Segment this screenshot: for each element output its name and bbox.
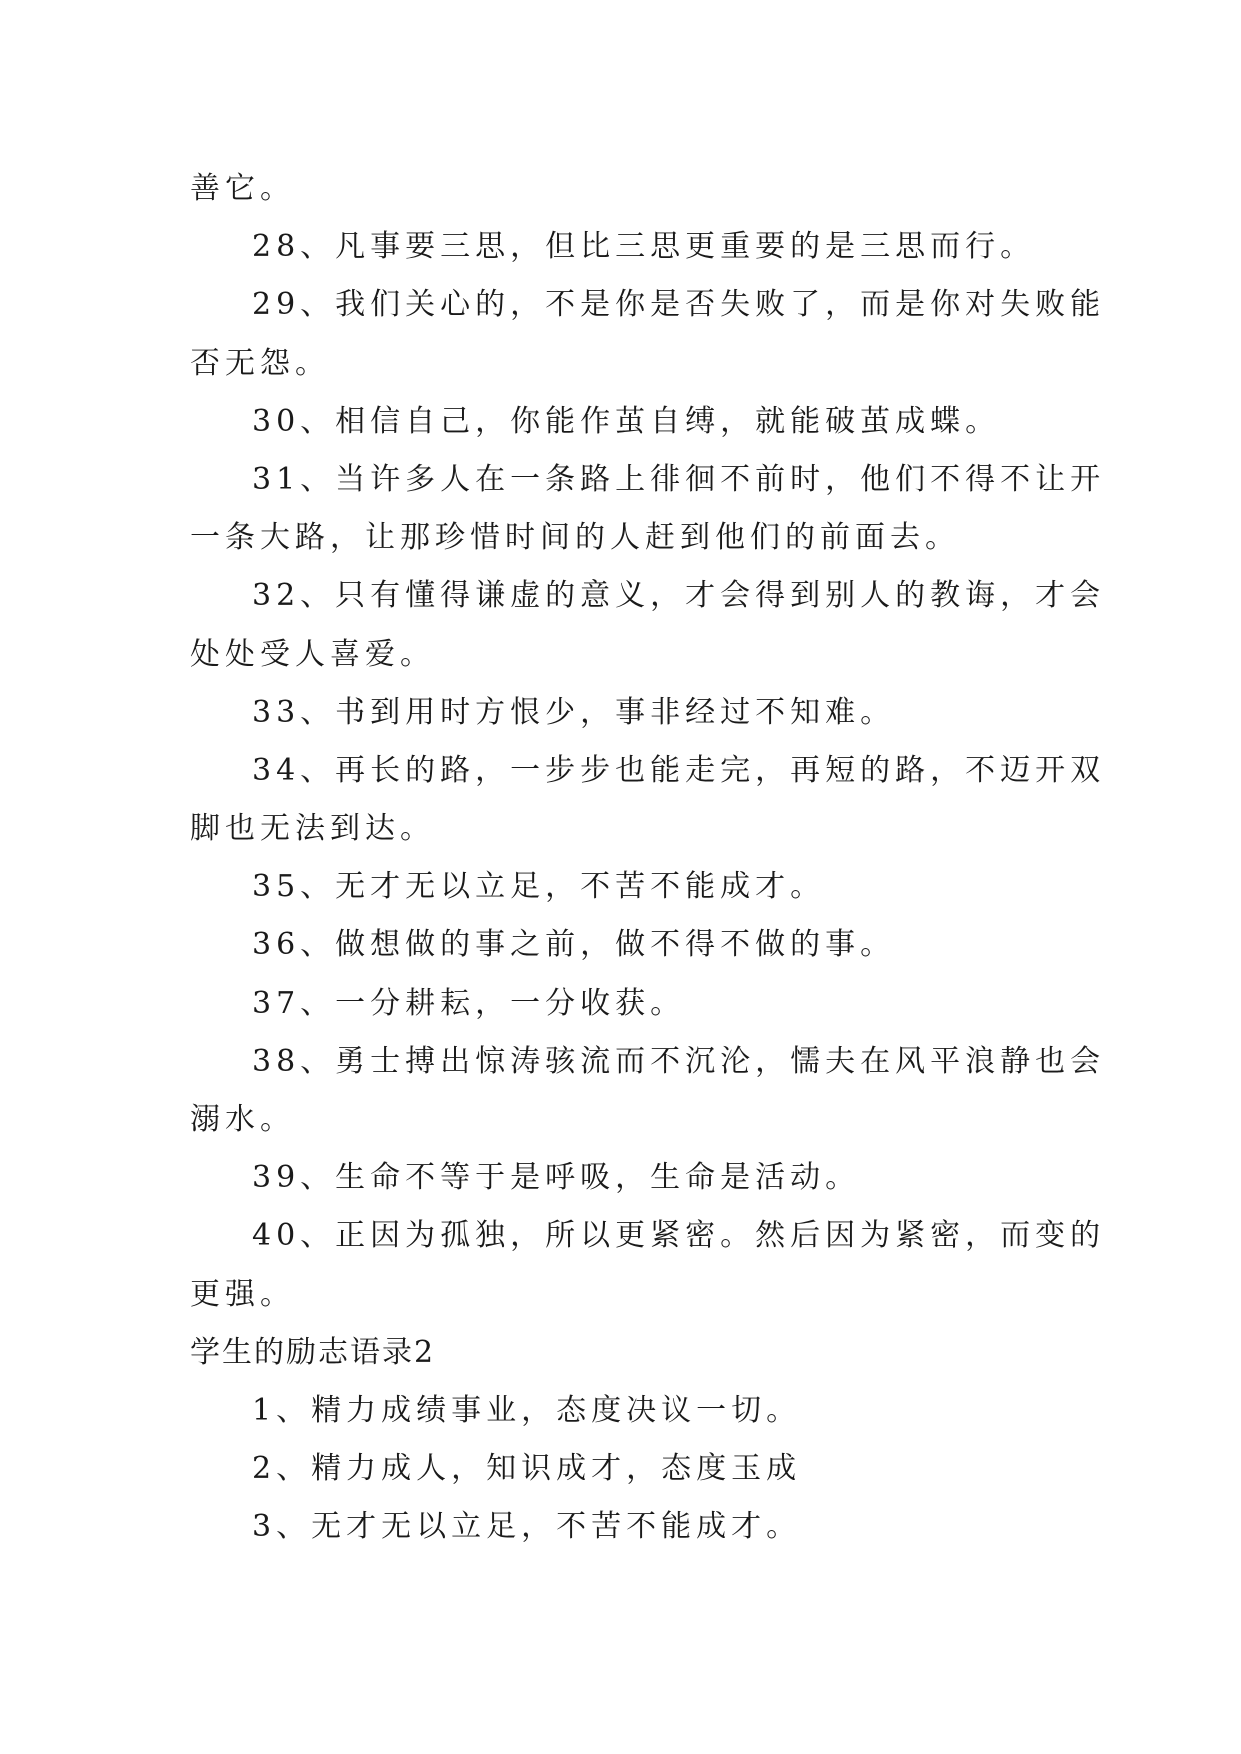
text-line: 32、只有懂得谦虚的意义，才会得到别人的教诲，才会 [252, 578, 1106, 614]
text-line: 善它。 [190, 171, 295, 206]
text-line: 一条大路，让那珍惜时间的人赶到他们的前面去。 [190, 520, 960, 556]
text-line: 40、正因为孤独，所以更紧密。然后因为紧密，而变的 [252, 1218, 1106, 1254]
section-heading: 学生的励志语录2 [190, 1334, 436, 1370]
text-line: 脚也无法到达。 [190, 811, 435, 847]
text-line: 39、生命不等于是呼吸，生命是活动。 [252, 1160, 861, 1196]
text-line: 否无怨。 [190, 345, 330, 381]
document-body [190, 160, 1106, 1557]
text-line: 29、我们关心的，不是你是否失败了，而是你对失败能 [252, 287, 1106, 323]
text-line: 31、当许多人在一条路上徘徊不前时，他们不得不让开 [252, 461, 1106, 497]
text-line: 更强。 [190, 1276, 295, 1312]
text-line: 溺水。 [190, 1102, 295, 1137]
text-line: 2、精力成人，知识成才，态度玉成 [252, 1451, 802, 1487]
text-line: 28、凡事要三思，但比三思更重要的是三思而行。 [252, 229, 1036, 265]
text-line: 33、书到用时方恨少，事非经过不知难。 [252, 694, 896, 730]
text-line: 30、相信自己，你能作茧自缚，就能破茧成蝶。 [252, 403, 1001, 439]
text-line: 处处受人喜爱。 [190, 636, 435, 672]
text-line: 3、无才无以立足，不苦不能成才。 [252, 1509, 802, 1545]
text-line: 34、再长的路，一步步也能走完，再短的路，不迈开双 [252, 752, 1106, 788]
text-line: 38、勇士搏出惊涛骇流而不沉沦，懦夫在风平浪静也会 [252, 1043, 1106, 1079]
text-line: 1、精力成绩事业，态度决议一切。 [252, 1392, 802, 1428]
text-line: 36、做想做的事之前，做不得不做的事。 [252, 927, 896, 963]
text-line: 37、一分耕耘，一分收获。 [252, 985, 686, 1021]
text-line: 35、无才无以立足，不苦不能成才。 [252, 869, 826, 905]
